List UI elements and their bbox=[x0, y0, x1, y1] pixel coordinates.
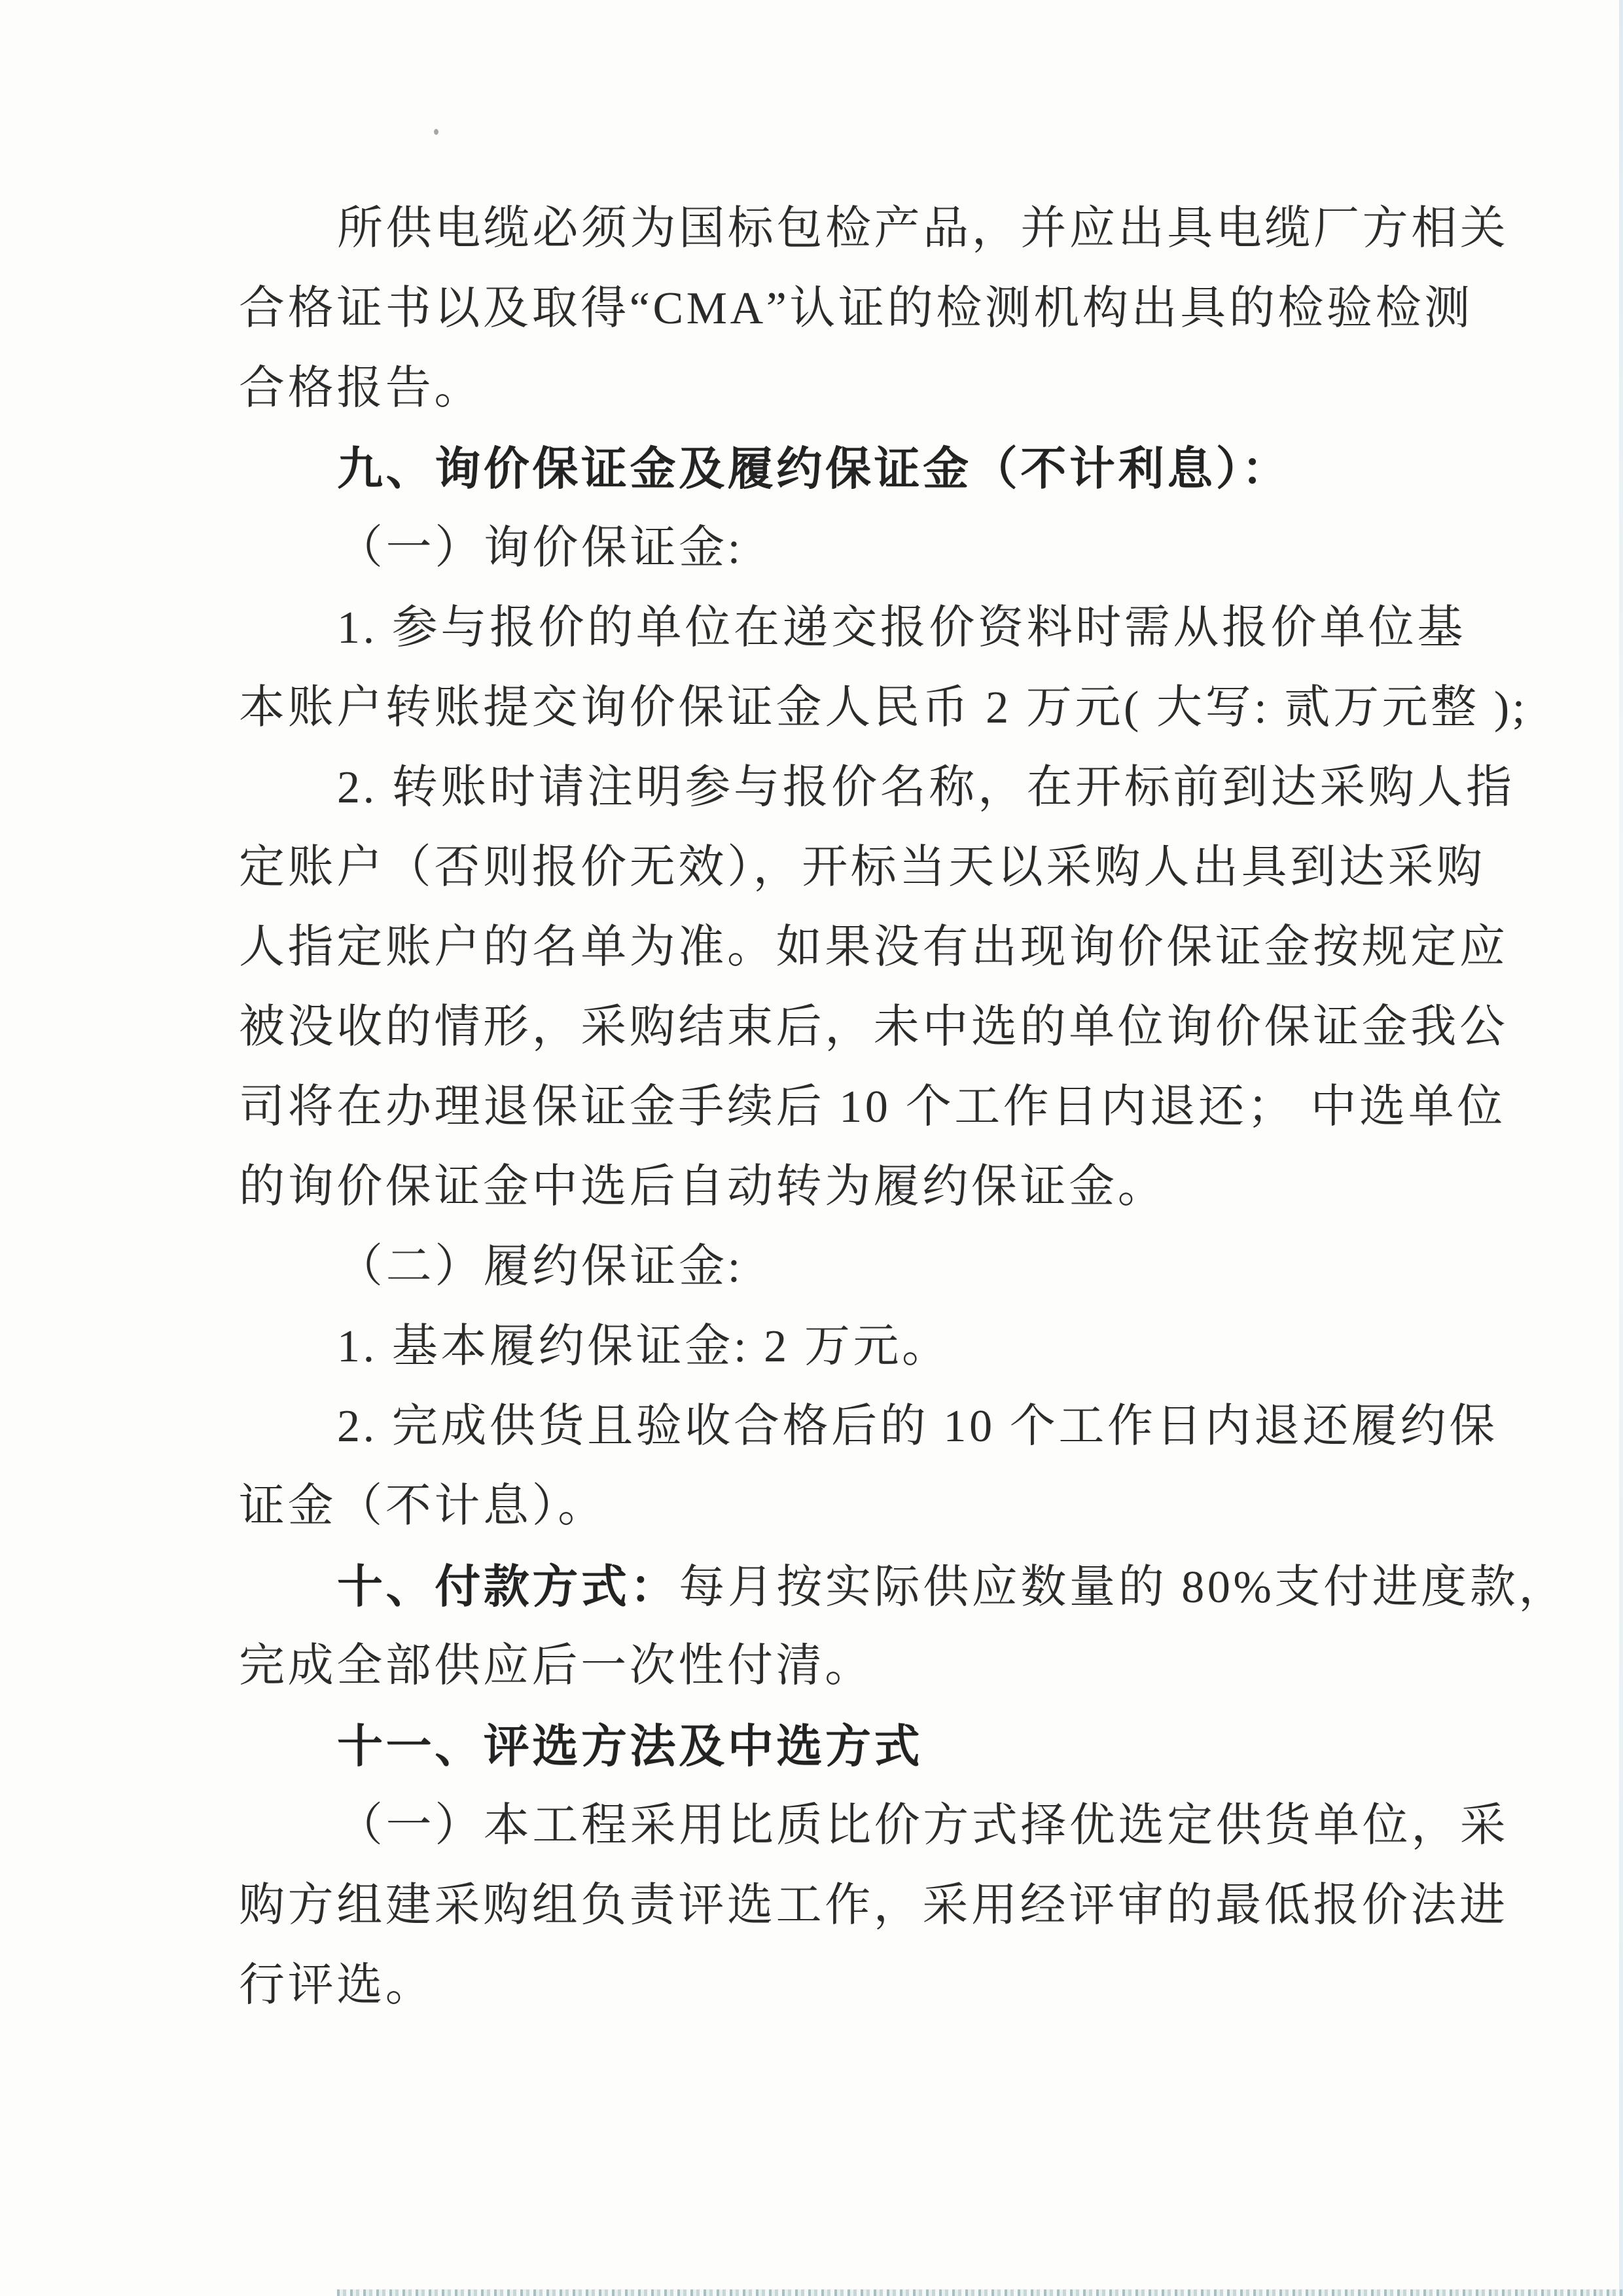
text-segment: 司将在办理退保证金手续后 10 个工作日内退还； 中选单位 bbox=[239, 1082, 1506, 1132]
text-line bbox=[239, 1626, 1522, 1706]
text-line bbox=[239, 189, 1522, 269]
text-segment: （二）履约保证金: bbox=[337, 1242, 743, 1292]
text-line bbox=[239, 349, 1522, 429]
text-segment: 1. 参与报价的单位在递交报价资料时需从报价单位基 bbox=[337, 603, 1466, 653]
text-line bbox=[239, 1467, 1522, 1547]
text-segment: 本账户转账提交询价保证金人民币 2 万元( 大写: 贰万元整 ); bbox=[239, 683, 1528, 733]
text-line bbox=[239, 1067, 1522, 1147]
text-line bbox=[239, 1387, 1522, 1467]
text-segment: 证金（不计息）。 bbox=[239, 1481, 607, 1532]
text-segment: 所供电缆必须为国标包检产品，并应出具电缆厂方相关 bbox=[337, 204, 1509, 254]
heading-segment: 十一、评选方法及中选方式 bbox=[337, 1721, 923, 1772]
text-segment: 行评选。 bbox=[239, 1960, 435, 2011]
text-line bbox=[239, 1547, 1568, 1626]
text-line bbox=[239, 588, 1522, 668]
text-segment: 每月按实际供应数量的 80%支付进度款， bbox=[679, 1562, 1568, 1613]
scan-noise-strip bbox=[337, 2289, 1623, 2296]
heading-segment: 十、付款方式： bbox=[337, 1561, 679, 1612]
heading-segment: 九、询价保证金及履约保证金（不计利息）： bbox=[337, 443, 1291, 494]
text-segment: 定账户（否则报价无效），开标当天以采购人出具到达采购 bbox=[239, 842, 1486, 893]
text-line bbox=[239, 1706, 1522, 1786]
text-line bbox=[239, 828, 1522, 908]
text-segment: 购方组建采购组负责评选工作，采用经评审的最低报价法进 bbox=[239, 1880, 1508, 1931]
text-segment: 合格证书以及取得“CMA”认证的检测机构出具的检验检测 bbox=[239, 283, 1473, 334]
text-line bbox=[239, 1227, 1522, 1307]
text-segment: 完成全部供应后一次性付清。 bbox=[239, 1641, 874, 1691]
text-segment: 的询价保证金中选后自动转为履约保证金。 bbox=[239, 1162, 1167, 1212]
text-line bbox=[239, 748, 1522, 828]
text-line bbox=[239, 1786, 1522, 1866]
text-segment: （一）本工程采用比质比价方式择优选定供货单位，采 bbox=[337, 1801, 1509, 1851]
text-line bbox=[239, 1147, 1522, 1227]
text-line bbox=[239, 988, 1522, 1067]
text-segment: 被没收的情形，采购结束后，未中选的单位询价保证金我公 bbox=[239, 1002, 1508, 1052]
text-segment: 1. 基本履约保证金: 2 万元。 bbox=[337, 1321, 951, 1372]
text-segment: 2. 转账时请注明参与报价名称，在开标前到达采购人指 bbox=[337, 762, 1515, 813]
scan-edge-strip bbox=[1619, 0, 1623, 2296]
text-line bbox=[239, 1946, 1522, 2026]
text-line bbox=[239, 1866, 1522, 1946]
text-line bbox=[239, 269, 1522, 349]
scan-speck bbox=[434, 129, 438, 135]
text-line bbox=[239, 908, 1522, 988]
text-segment: 人指定账户的名单为准。如果没有出现询价保证金按规定应 bbox=[239, 922, 1508, 973]
text-line bbox=[239, 668, 1528, 748]
text-line bbox=[239, 509, 1522, 588]
text-segment: 2. 完成供货且验收合格后的 10 个工作日内退还履约保 bbox=[337, 1401, 1498, 1452]
text-line bbox=[239, 429, 1522, 509]
text-line bbox=[239, 1307, 1522, 1387]
text-block bbox=[239, 189, 1568, 2026]
text-segment: （一）询价保证金: bbox=[337, 523, 743, 573]
text-segment: 合格报告。 bbox=[239, 363, 483, 414]
